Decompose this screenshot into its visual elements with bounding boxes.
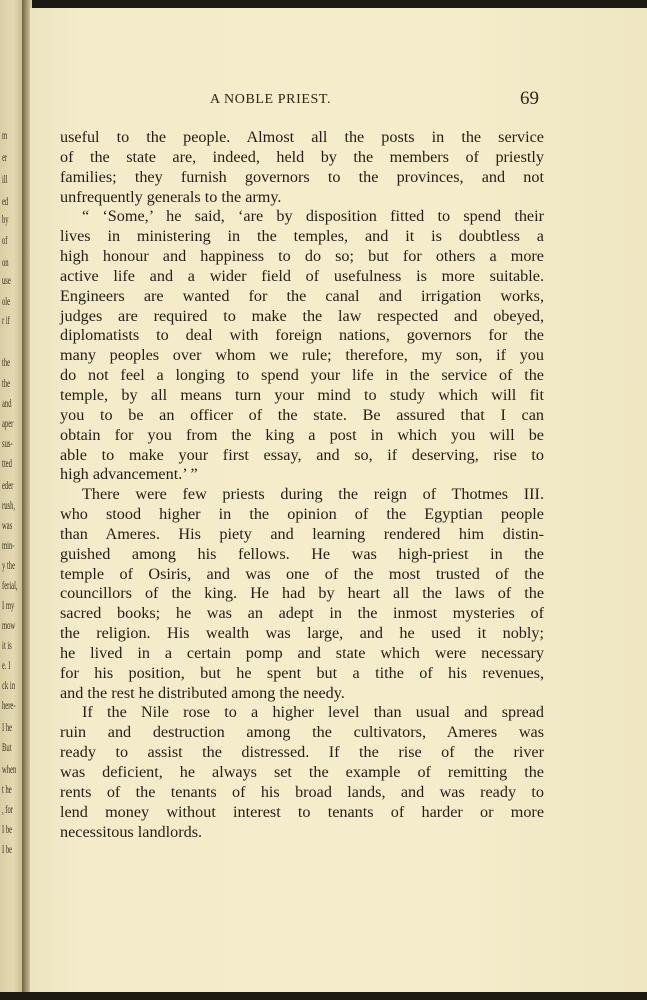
facing-page-fragment: I be xyxy=(2,842,13,856)
facing-page-fragment: by xyxy=(2,212,9,226)
text-line: obtain for you from the king a post in which you will be xyxy=(60,425,544,444)
text-line: high honour and happiness to do so; but for others a more xyxy=(60,247,544,266)
facing-page-fragment: ed xyxy=(2,194,9,208)
text-line: active life and a wider field of usefulness is more suitable. xyxy=(60,266,544,285)
facing-page-fragment: er xyxy=(2,150,8,164)
text-line: and the rest he distributed among the needy. xyxy=(60,683,345,702)
facing-page-fragment: I be xyxy=(2,822,13,836)
facing-page-fragment: t he xyxy=(2,782,12,796)
facing-page-fragment: when xyxy=(2,762,17,776)
text-line: lives in ministering in the temples, and it is doubtless a xyxy=(60,227,544,246)
facing-page-fragment: eder xyxy=(2,478,14,492)
facing-page-fragment: use xyxy=(2,273,11,287)
facing-page-fragment: and xyxy=(2,396,12,410)
facing-page-fragment: I my xyxy=(2,598,15,612)
text-line: many peoples over whom we rule; therefore, my son, if you xyxy=(60,346,544,365)
text-line: sacred books; he was an adept in the inmost mysteries of xyxy=(60,604,544,623)
text-line: councillors of the king. He had by heart all the laws of the xyxy=(60,584,544,603)
text-line: Engineers are wanted for the canal and irrigation works, xyxy=(60,286,544,305)
scan-bottom-edge xyxy=(0,992,647,1000)
text-line: There were few priests during the reign of Thotmes III. xyxy=(82,485,544,504)
scan-top-edge xyxy=(0,0,647,8)
text-line: of the state are, indeed, held by the members of priestly xyxy=(60,147,544,166)
text-line: rents of the tenants of his broad lands, and was ready to xyxy=(60,782,544,801)
text-line: unfrequently generals to the army. xyxy=(60,187,282,206)
text-line: guished among his fellows. He was high-priest in the xyxy=(60,544,544,563)
text-line: temple, by all means turn your mind to study which will fit xyxy=(60,385,544,404)
facing-page-fragment: aper xyxy=(2,416,14,430)
text-line: ruin and destruction among the cultivators, Ameres was xyxy=(60,723,544,742)
facing-page-fragment: e. I xyxy=(2,658,11,672)
facing-page-fragment: sus- xyxy=(2,436,13,450)
facing-page-fragment: But xyxy=(2,740,12,754)
facing-page-fragment: min- xyxy=(2,538,15,552)
text-line: you to be an officer of the state. Be assured that I can xyxy=(60,405,544,424)
text-line: the religion. His wealth was large, and he used it nobly; xyxy=(60,624,544,643)
facing-page-edge xyxy=(0,0,22,1000)
text-line: high advancement.’ ” xyxy=(60,465,198,484)
text-line: who stood higher in the opinion of the Egyptian people xyxy=(60,505,544,524)
facing-page-fragment: ill xyxy=(2,172,8,186)
body-text xyxy=(60,128,544,842)
facing-page-fragment: on xyxy=(2,255,9,269)
facing-page-fragment: y the xyxy=(2,558,16,572)
running-head: A NOBLE PRIEST. xyxy=(210,92,332,107)
text-line: lend money without interest to tenants of harder or more xyxy=(60,802,544,821)
text-line: than Ameres. His piety and learning rendered him distin- xyxy=(60,524,544,543)
facing-page-fragment: m xyxy=(2,128,8,142)
text-line: useful to the people. Almost all the posts in the service xyxy=(60,128,544,146)
facing-page-fragment: tted xyxy=(2,456,12,470)
facing-page-fragment: rush, xyxy=(2,498,16,512)
text-line: able to make your first essay, and so, if deserving, rise to xyxy=(60,445,544,464)
text-line: necessitous landlords. xyxy=(60,822,203,841)
page-number: 69 xyxy=(520,88,539,109)
text-line: diplomatists to deal with foreign nations, governors for the xyxy=(60,326,544,345)
facing-page-fragment: was xyxy=(2,518,13,532)
facing-page-fragment: here- xyxy=(2,698,16,712)
text-line: judges are required to make the law respected and obeyed, xyxy=(60,306,544,325)
text-line: “ ‘Some,’ he said, ‘are by disposition fitted to spend their xyxy=(82,207,544,226)
text-line: he lived in a certain pomp and state which were necessary xyxy=(60,643,544,662)
facing-page-fragment: ferial, xyxy=(2,578,18,592)
facing-page-fragment: the xyxy=(2,376,11,390)
facing-page-fragment: r if xyxy=(2,313,10,327)
text-line: for his position, but he spent but a tithe of his revenues, xyxy=(60,663,544,682)
text-line: families; they furnish governors to the provinces, and not xyxy=(60,167,544,186)
facing-page-fragment: , for xyxy=(2,802,13,816)
facing-page-fragment: the xyxy=(2,355,11,369)
facing-page-fragment: ole xyxy=(2,294,11,308)
text-line: If the Nile rose to a higher level than usual and spread xyxy=(82,703,544,722)
text-line: temple of Osiris, and was one of the most trusted of the xyxy=(60,564,544,583)
facing-page-fragment: it is xyxy=(2,638,12,652)
facing-page-fragment: ck in xyxy=(2,678,16,692)
text-line: do not feel a longing to spend your life in the service of the xyxy=(60,366,544,385)
text-line: was deficient, he always set the example of remitting the xyxy=(60,763,544,781)
facing-page-fragment: mow xyxy=(2,618,16,632)
facing-page-fragment: I he xyxy=(2,720,13,734)
facing-page-fragment: of xyxy=(2,233,8,247)
text-line: ready to assist the distressed. If the rise of the river xyxy=(60,743,544,762)
